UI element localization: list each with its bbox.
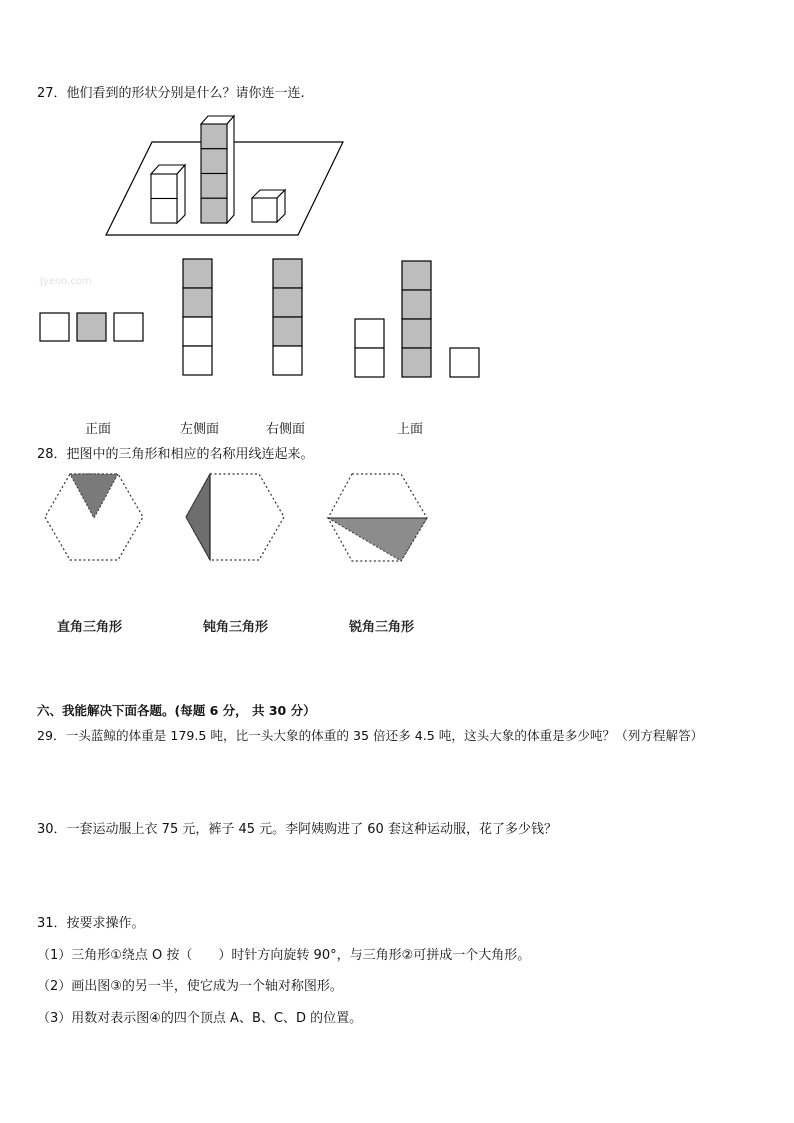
q27-label-top: 上面 bbox=[397, 422, 424, 437]
q31-item-1: （1）三角形①绕点 O 按（ ）时针方向旋转 90°，与三角形②可拼成一个大角形。 bbox=[37, 948, 531, 963]
q27-watermark: Jyeoo.com bbox=[40, 276, 92, 287]
q31-item-3: （3）用数对表示图④的四个顶点 A、B、C、D 的位置。 bbox=[37, 1011, 363, 1026]
q28-label-acute-triangle: 锐角三角形 bbox=[349, 620, 415, 635]
q28-hexagon-1 bbox=[45, 474, 143, 560]
q27-cube-stack-left bbox=[151, 165, 185, 223]
q27-view-row-three bbox=[40, 313, 143, 341]
q28-label-right-triangle: 直角三角形 bbox=[57, 620, 123, 635]
q27-view-column-b bbox=[273, 259, 302, 375]
section6-heading: 六、我能解决下面各题。(每题 6 分， 共 30 分） bbox=[37, 703, 316, 718]
q27-question: 27．他们看到的形状分别是什么？请你连一连. bbox=[37, 86, 305, 101]
q28-triangle-1 bbox=[70, 474, 118, 518]
q28-hexagon-2 bbox=[186, 474, 284, 560]
q31-item-2: （2）画出图③的另一半，使它成为一个轴对称图形。 bbox=[37, 979, 343, 994]
q27-label-left: 左侧面 bbox=[180, 422, 220, 437]
q27-view-column-a bbox=[183, 259, 212, 375]
q28-hexagon-3 bbox=[328, 474, 427, 561]
q27-cube-single bbox=[252, 190, 285, 222]
q31-question: 31．按要求操作。 bbox=[37, 916, 145, 931]
q27-cube-stack-tall bbox=[201, 116, 234, 223]
q28-label-obtuse-triangle: 钝角三角形 bbox=[203, 620, 269, 635]
q30-question: 30．一套运动服上衣 75 元，裤子 45 元。李阿姨购进了 60 套这种运动服，花了多少钱？ bbox=[37, 822, 557, 837]
q29-question: 29．一头蓝鲸的体重是 179.5 吨，比一头大象的体重的 35 倍还多 4.5 吨，这头大象的体重是多少吨？（列方程解答） bbox=[37, 728, 704, 743]
q27-label-right: 右侧面 bbox=[266, 422, 306, 437]
q28-triangle-2 bbox=[186, 474, 210, 560]
q27-view-combo bbox=[355, 261, 479, 377]
q27-label-front: 正面 bbox=[85, 422, 112, 437]
q28-question: 28．把图中的三角形和相应的名称用线连起来。 bbox=[37, 447, 314, 462]
q28-triangle-3 bbox=[328, 518, 427, 561]
